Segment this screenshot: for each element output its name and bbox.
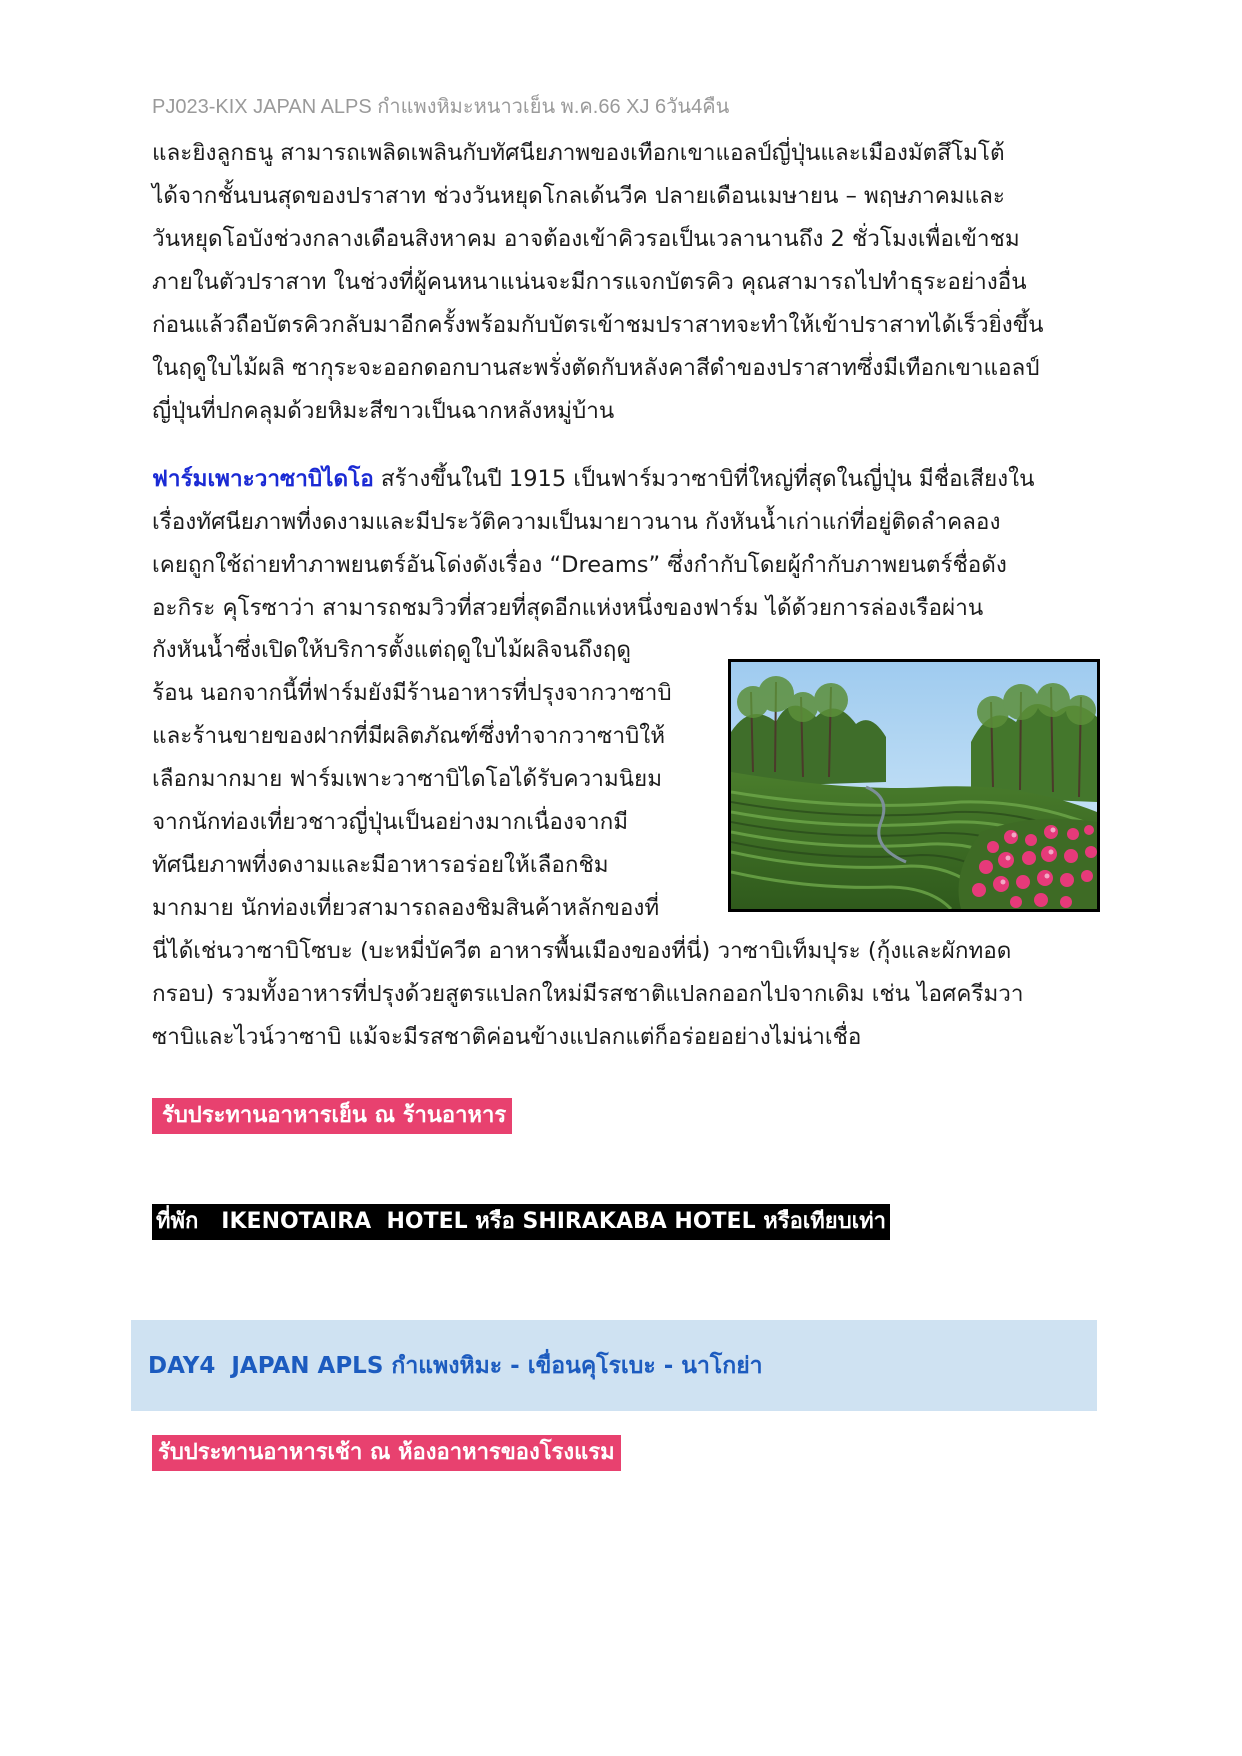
paragraph-line: อะกิระ คุโรซาว่า สามารถชมวิวที่สวยที่สุดอีกแห่งหนึ่งของฟาร์ม ได้ด้วยการล่องเรือผ่าน	[152, 595, 984, 621]
paragraph-line: มากมาย นักท่องเที่ยวสามารถลองชิมสินค้าหลักของที่	[152, 895, 660, 921]
paragraph-line: ได้จากชั้นบนสุดของปราสาท ช่วงวันหยุดโกลเด้นวีค ปลายเดือนเมษายน – พฤษภาคมและ	[152, 183, 1006, 209]
paragraph-line: กรอบ) รวมทั้งอาหารที่ปรุงด้วยสูตรแปลกใหม่มีรสชาติแปลกออกไปจากเดิม เช่น ไอศครีมวา	[152, 981, 1024, 1007]
wasabi-farm-name: ฟาร์มเพาะวาซาบิไดโอ	[152, 466, 374, 492]
paragraph-line: ร้อน นอกจากนี้ที่ฟาร์มยังมีร้านอาหารที่ปรุงจากวาซาบิ	[152, 680, 672, 706]
dinner-meal-tag: รับประทานอาหารเย็น ณ ร้านอาหาร	[152, 1098, 512, 1134]
wasabi-farm-paragraph-tail	[152, 930, 1092, 1059]
paragraph-line: เคยถูกใช้ถ่ายทำภาพยนตร์อันโด่งดังเรื่อง “Dreams” ซึ่งกำกับโดยผู้กำกับภาพยนตร์ชื่อดัง	[152, 552, 1007, 578]
castle-paragraph	[152, 132, 1092, 433]
day4-title: DAY4 JAPAN APLS กำแพงหิมะ - เขื่อนคุโรเบะ - นาโกย่า	[148, 1353, 763, 1379]
paragraph-line: จากนักท่องเที่ยวชาวญี่ปุ่นเป็นอย่างมากเนื่องจากมี	[152, 809, 629, 835]
paragraph-line: นี่ได้เช่นวาซาบิโซบะ (บะหมี่บัควีต อาหารพื้นเมืองของที่นี่) วาซาบิเท็มปุระ (กุ้งและผักทอด	[152, 938, 1012, 964]
paragraph-line: และร้านขายของฝากที่มีผลิตภัณฑ์ซึ่งทำจากวาซาบิให้	[152, 723, 666, 749]
paragraph-line: ทัศนียภาพที่งดงามและมีอาหารอร่อยให้เลือกชิม	[152, 852, 609, 878]
paragraph-line: ซาบิและไวน์วาซาบิ แม้จะมีรสชาติค่อนข้างแปลกแต่ก็อร่อยอย่างไม่น่าเชื่อ	[152, 1024, 862, 1050]
paragraph-line: วันหยุดโอบังช่วงกลางเดือนสิงหาคม อาจต้องเข้าคิวรอเป็นเวลานานถึง 2 ชั่วโมงเพื่อเข้าชม	[152, 226, 1020, 252]
paragraph-line: เลือกมากมาย ฟาร์มเพาะวาซาบิไดโอได้รับความนิยม	[152, 766, 663, 792]
document-header: PJ023-KIX JAPAN ALPS กำแพงหิมะหนาวเย็น พ.ค.66 XJ 6วัน4คืน	[152, 96, 730, 118]
wasabi-farm-photo	[728, 659, 1100, 912]
hotel-tag: ที่พัก IKENOTAIRA HOTEL หรือ SHIRAKABA HOTEL หรือเทียบเท่า	[152, 1204, 890, 1240]
paragraph-line-rest: สร้างขึ้นในปี 1915 เป็นฟาร์มวาซาบิที่ใหญ่ที่สุดในญี่ปุ่น มีชื่อเสียงใน	[373, 466, 1035, 492]
paragraph-line: ในฤดูใบไม้ผลิ ซากุระจะออกดอกบานสะพรั่งตัดกับหลังคาสีดำของปราสาทซึ่งมีเทือกเขาแอลป์	[152, 355, 1040, 381]
paragraph-line: ก่อนแล้วถือบัตรคิวกลับมาอีกครั้งพร้อมกับบัตรเข้าชมปราสาทจะทำให้เข้าปราสาทได้เร็วยิ่งขึ้น	[152, 312, 1044, 338]
paragraph-line: ภายในตัวปราสาท ในช่วงที่ผู้คนหนาแน่นจะมีการแจกบัตรคิว คุณสามารถไปทำธุระอย่างอื่น	[152, 269, 1027, 295]
wasabi-farm-wrapped-text	[152, 629, 712, 930]
paragraph-line: เรื่องทัศนียภาพที่งดงามและมีประวัติความเป็นมายาวนาน กังหันน้ำเก่าแก่ที่อยู่ติดลำคลอง	[152, 509, 1001, 535]
paragraph-line: และยิงลูกธนู สามารถเพลิดเพลินกับทัศนียภาพของเทือกเขาแอลป์ญี่ปุ่นและเมืองมัตสึโมโต้	[152, 140, 1005, 166]
breakfast-meal-tag: รับประทานอาหารเช้า ณ ห้องอาหารของโรงแรม	[152, 1435, 621, 1471]
paragraph-line	[152, 458, 1092, 501]
wasabi-farm-illustration	[731, 662, 1097, 909]
paragraph-line: ญี่ปุ่นที่ปกคลุมด้วยหิมะสีขาวเป็นฉากหลังหมู่บ้าน	[152, 398, 615, 424]
paragraph-line: กังหันน้ำซึ่งเปิดให้บริการตั้งแต่ฤดูใบไม้ผลิจนถึงฤดู	[152, 637, 631, 663]
wasabi-farm-paragraph	[152, 458, 1092, 630]
day4-banner	[131, 1320, 1097, 1411]
